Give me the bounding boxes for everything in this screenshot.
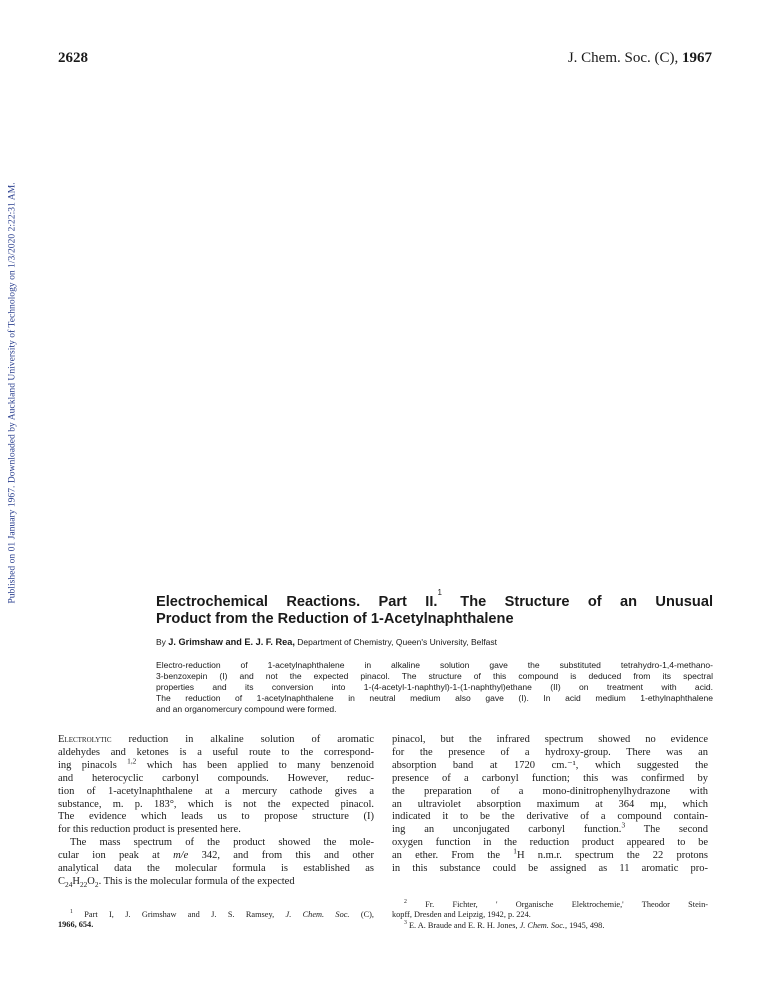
abstract <box>156 660 713 715</box>
abstract-line: 3-benzoxepin (I) and not the expected pinacol. The structure of this compound is deduced from its spectral <box>156 670 713 681</box>
footnote-number: 3 <box>404 920 407 927</box>
body-text: The second <box>625 824 708 836</box>
body-line: analytical data the molecular formula is established as <box>58 863 374 875</box>
mass-charge-symbol: m/e <box>173 850 189 862</box>
journal-abbrev: J. Chem. Soc. <box>519 920 565 930</box>
abstract-line: properties and its conversion into 1-(4-acetyl-1-naphthyl)-1-(1-naphthyl)ethane (II) on treatment with acid. <box>156 681 713 692</box>
formula-subscript: 24 <box>65 880 73 890</box>
article-title <box>156 588 714 628</box>
journal-abbrev: J. Chem. Soc. <box>285 910 350 919</box>
body-line: indicated it to be the derivative of a compound contain- <box>392 811 708 823</box>
body-line: an ultraviolet absorption maximum at 364 mμ, which <box>392 798 708 810</box>
body-column-right <box>392 734 708 876</box>
formula-subscript: 22 <box>79 880 88 890</box>
title-reference: 1 <box>437 588 442 597</box>
lead-in-word: Electrolytic <box>58 734 112 745</box>
body-line <box>58 756 374 773</box>
body-column-left <box>58 734 374 889</box>
body-line <box>392 846 708 863</box>
body-text: 342, and from this and other <box>188 850 374 862</box>
body-line <box>58 876 374 889</box>
footnote <box>58 910 374 920</box>
body-line <box>58 734 374 747</box>
body-line <box>392 820 708 837</box>
footnote-text: E. A. Braude and E. R. H. Jones, <box>406 920 520 930</box>
body-line <box>58 850 374 863</box>
body-line: in this substance could be assigned as 11 aromatic pro- <box>392 863 708 875</box>
abstract-line: The reduction of 1-acetylnaphthalene in neutral medium also gave (I). In acid medium 1-ethylnaphthalene <box>156 692 713 703</box>
footnote-text: Fr. Fichter, ' Organische Elektrochemie,' Theodor Stein- <box>406 900 708 909</box>
title-line-2: Product from the Reduction of 1-Acetylnaphthalene <box>156 611 514 627</box>
footnote-continuation: 1966, 654. <box>58 920 94 930</box>
body-line: The evidence which leads us to propose structure (I) <box>58 811 374 823</box>
journal-header <box>568 50 712 67</box>
body-text: ing an unconjugated carbonyl function. <box>392 824 622 836</box>
body-line: oxygen function in the reduction product appeared to be <box>392 837 708 849</box>
footnote-number: 2 <box>404 899 407 906</box>
footnote-continuation: kopff, Dresden and Leipzig, 1942, p. 224. <box>392 910 531 920</box>
body-text: cular ion peak at <box>58 850 174 862</box>
download-notice-text: Published on 01 January 1967. Downloaded by Auckland University of Technology on 1/3/2020 2:22:31 AM. <box>6 182 18 604</box>
formula-subscript: 2 <box>94 880 99 890</box>
body-text: reduction in alkaline solution of aromatic <box>111 734 374 745</box>
footnotes-right <box>392 900 708 931</box>
formula-element: H <box>72 875 80 887</box>
body-text: ing pinacols <box>58 759 128 771</box>
footnote <box>392 900 708 910</box>
footnote-number: 1 <box>70 909 73 916</box>
authors: J. Grimshaw and E. J. F. Rea, <box>168 637 295 647</box>
footnote-text: (C), <box>349 910 375 919</box>
journal-year: 1967 <box>682 50 712 66</box>
journal-name: J. Chem. Soc. (C), <box>567 50 682 66</box>
title-part2: The Structure of an Unusual <box>441 594 714 610</box>
page-number: 2628 <box>58 50 88 66</box>
footnotes-left <box>58 910 374 931</box>
body-line: the preparation of a mono-dinitrophenylhydrazone with <box>392 785 708 797</box>
body-line: for this reduction product is presented here. <box>58 824 241 836</box>
abstract-line: Electro-reduction of 1-acetylnaphthalene in alkaline solution gave the substituted tetrahydro-1,4-methano- <box>156 660 713 670</box>
footnote <box>392 921 708 931</box>
abstract-line: and an organomercury compound were formed. <box>156 703 337 714</box>
body-text: an ether. From the <box>392 850 514 862</box>
body-line: and heterocyclic carbonyl compounds. However, reduc- <box>58 772 374 784</box>
body-line: presence of a carbonyl function; this was confirmed by <box>392 772 708 784</box>
title-part1: Electrochemical Reactions. Part II. <box>156 594 438 610</box>
download-notice <box>5 158 19 628</box>
body-line: tion of 1-acetylnaphthalene at a mercury cathode gives a <box>58 785 374 797</box>
body-text: which has been applied to many benzenoid <box>136 759 374 771</box>
citation: 3 <box>621 820 626 830</box>
body-line: aldehydes and ketones is a useful route to the correspond- <box>58 746 374 758</box>
body-line: The mass spectrum of the product showed the mole- <box>70 837 374 849</box>
body-line: substance, m. p. 183°, which is not the expected pinacol. <box>58 798 374 810</box>
body-line: for the presence of a hydroxy-group. There was an <box>392 746 708 758</box>
body-text: H n.m.r. spectrum the 22 protons <box>516 850 708 862</box>
footnote-text: Part I, J. Grimshaw and J. S. Ramsey, <box>72 910 286 919</box>
body-text: . This is the molecular formula of the expected <box>98 875 295 887</box>
byline <box>156 637 497 647</box>
citation: 1,2 <box>127 756 137 766</box>
footnote-text: , 1945, 498. <box>564 920 605 930</box>
body-line: absorption band at 1720 cm.⁻¹, which suggested the <box>392 759 708 771</box>
molecular-formula <box>58 875 99 890</box>
body-line: pinacol, but the infrared spectrum showed no evidence <box>392 734 708 745</box>
formula-element: O <box>87 875 95 887</box>
isotope-superscript: 1 <box>513 846 517 856</box>
formula-element: C <box>58 875 66 887</box>
byline-prefix: By <box>156 637 169 647</box>
affiliation: Department of Chemistry, Queen's University, Belfast <box>294 637 497 647</box>
